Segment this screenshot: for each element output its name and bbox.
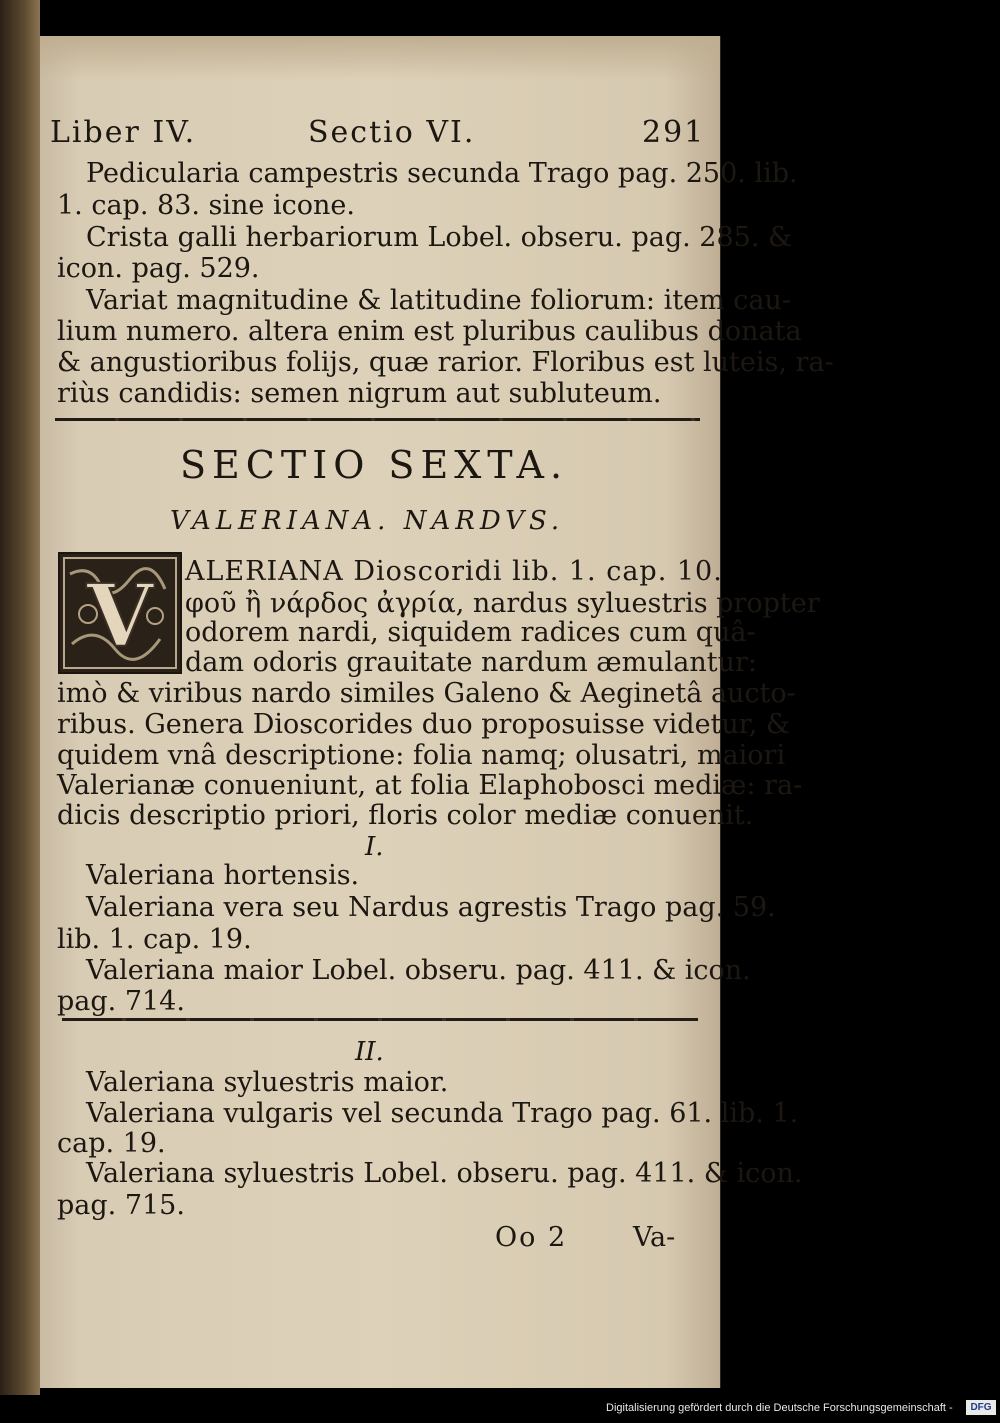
- text-line: Pedicularia campestris secunda Trago pag. 250. lib.: [86, 158, 798, 189]
- text-line: odorem nardi, siquidem radices cum quâ-: [185, 617, 756, 648]
- digitization-credit: Digitalisierung gefördert durch die Deutsche Forschungsgemeinschaft -: [606, 1402, 953, 1414]
- running-head-book: Liber IV.: [50, 115, 197, 150]
- page-stain: [40, 36, 720, 80]
- text-line: imò & viribus nardo similes Galeno & Aeginetâ aucto-: [57, 678, 796, 709]
- part-one-numeral: I.: [365, 832, 384, 862]
- initial-letter-text: V: [86, 566, 154, 667]
- text-line: Valerianæ conueniunt, at folia Elaphobosci mediæ: ra-: [57, 770, 803, 801]
- running-head-section: Sectio VI.: [308, 115, 476, 150]
- text-line: pag. 714.: [57, 986, 185, 1017]
- text-line: φοῦ ἢ νάρδος ἀγρία, nardus syluestris propter: [185, 588, 820, 619]
- text-line: Valeriana vulgaris vel secunda Trago pag. 61. lib. 1.: [86, 1098, 799, 1129]
- text-line: cap. 19.: [57, 1128, 166, 1159]
- section-title: SECTIO SEXTA.: [180, 443, 569, 487]
- text-line: dicis descriptio priori, floris color mediæ conuenit.: [57, 800, 754, 831]
- text-line: icon. pag. 529.: [57, 253, 260, 284]
- text-line: & angustioribus folijs, quæ rarior. Floribus est luteis, ra-: [57, 347, 834, 378]
- text-line: Valeriana syluestris maior.: [86, 1067, 449, 1098]
- running-head: [50, 115, 710, 155]
- text-line: Crista galli herbariorum Lobel. obseru. pag. 285. &: [86, 222, 793, 253]
- section-divider-rule: [55, 418, 700, 421]
- text-line: quidem vnâ descriptione: folia namq; olusatri, maiori: [57, 740, 786, 771]
- text-line: ALERIANA Dioscoridi lib. 1. cap. 10.: [185, 556, 723, 587]
- text-line: Valeriana syluestris Lobel. obseru. pag. 411. & icon.: [86, 1158, 803, 1189]
- signature-mark: Oo 2: [495, 1222, 568, 1253]
- text-line: riùs candidis: semen nigrum aut subluteum.: [57, 378, 662, 409]
- text-line: Valeriana maior Lobel. obseru. pag. 411. & icon.: [86, 955, 751, 986]
- text-line: Valeriana hortensis.: [86, 860, 360, 891]
- text-line: dam odoris grauitate nardum æmulantur:: [185, 647, 757, 678]
- catchword: Va-: [633, 1222, 676, 1253]
- page-number: 291: [642, 115, 706, 150]
- text-line: Valeriana vera seu Nardus agrestis Trago pag. 59.: [86, 892, 776, 923]
- text-line: lium numero. altera enim est pluribus caulibus donata: [57, 316, 802, 347]
- text-line: lib. 1. cap. 19.: [57, 924, 252, 955]
- section-subtitle: VALERIANA. NARDVS.: [170, 506, 565, 536]
- dfg-logo: DFG: [966, 1400, 996, 1415]
- decorated-initial-letter: [58, 552, 182, 674]
- text-line: pag. 715.: [57, 1190, 185, 1221]
- text-line: ribus. Genera Dioscorides duo proposuisse videtur, &: [57, 709, 790, 740]
- text-line: Variat magnitudine & latitudine foliorum: item cau-: [86, 285, 791, 316]
- text-line: 1. cap. 83. sine icone.: [57, 190, 355, 221]
- book-spine-edge: [0, 0, 40, 1395]
- part-two-numeral: II.: [355, 1037, 384, 1067]
- part-divider-rule: [62, 1018, 698, 1021]
- ornament-graphic: [60, 554, 180, 672]
